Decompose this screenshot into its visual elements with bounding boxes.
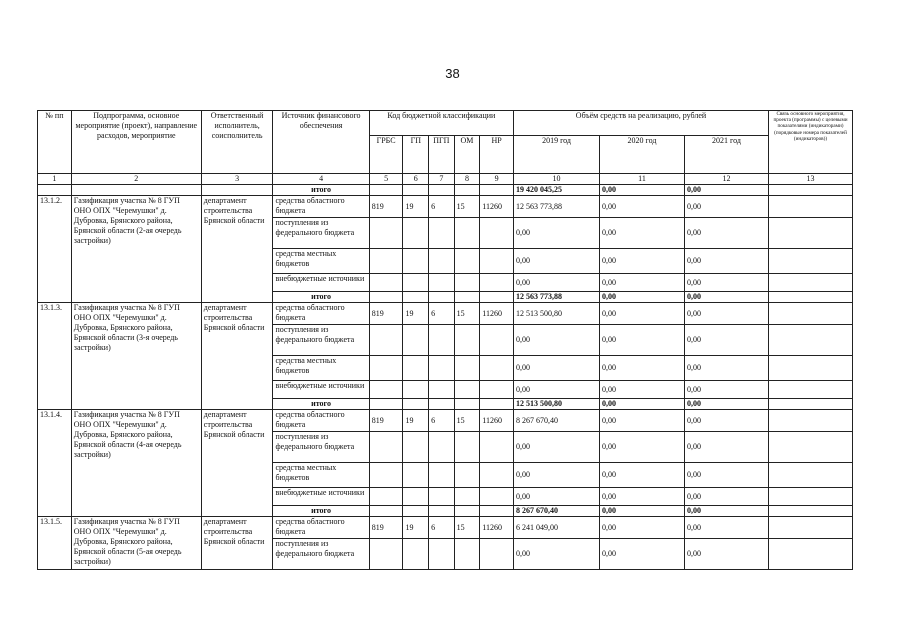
- link-cell: [768, 356, 852, 381]
- code-empty: [403, 249, 429, 274]
- code-empty: [403, 356, 429, 381]
- value-2021: 0,00: [685, 381, 769, 399]
- table-row: [38, 410, 853, 432]
- code-empty: [429, 249, 455, 274]
- value-2021: 0,00: [685, 218, 769, 249]
- funding-source: средства местных бюджетов: [273, 463, 369, 488]
- code-gp: 19: [403, 196, 429, 218]
- value-2019: 0,00: [514, 249, 600, 274]
- funding-source: средства областного бюджета: [273, 196, 369, 218]
- value-2021: 0,00: [685, 517, 769, 539]
- link-cell: [768, 249, 852, 274]
- value-2020: 0,00: [600, 325, 685, 356]
- link-cell: [768, 325, 852, 356]
- code-empty: [429, 432, 455, 463]
- funding-source: средства местных бюджетов: [273, 249, 369, 274]
- code-empty: [429, 488, 455, 506]
- code-empty: [454, 399, 480, 410]
- funding-source: средства областного бюджета: [273, 410, 369, 432]
- value-2020: 0,00: [600, 356, 685, 381]
- value-2020: 0,00: [600, 410, 685, 432]
- header-om: ОМ: [454, 136, 480, 174]
- item-number: 13.1.5.: [38, 517, 72, 570]
- value-2019: 0,00: [514, 488, 600, 506]
- total-2019: 12 563 773,88: [514, 292, 600, 303]
- code-empty: [454, 292, 480, 303]
- item-executor: департамент строительства Брянской области: [201, 196, 273, 303]
- value-2019: 0,00: [514, 274, 600, 292]
- link-cell: [768, 517, 852, 539]
- value-2021: 0,00: [685, 303, 769, 325]
- col-number: 7: [429, 174, 455, 185]
- code-empty: [480, 399, 514, 410]
- code-empty: [369, 292, 403, 303]
- code-pgp: 6: [429, 196, 455, 218]
- code-empty: [369, 218, 403, 249]
- table-row: [38, 196, 853, 218]
- col-number: 5: [369, 174, 403, 185]
- link-cell: [768, 399, 852, 410]
- code-empty: [403, 381, 429, 399]
- total-2020: 0,00: [600, 185, 685, 196]
- code-np: 11260: [480, 517, 514, 539]
- code-empty: [369, 399, 403, 410]
- code-empty: [429, 218, 455, 249]
- code-empty: [480, 292, 514, 303]
- table-row: [38, 303, 853, 325]
- code-om: 15: [454, 517, 480, 539]
- code-empty: [454, 488, 480, 506]
- header-volume: Объём средств на реализацию, рублей: [514, 111, 769, 136]
- funding-source: внебюджетные источники: [273, 381, 369, 399]
- value-2021: 0,00: [685, 410, 769, 432]
- total-label: итого: [273, 506, 369, 517]
- code-empty: [480, 274, 514, 292]
- column-numbers-row: [38, 174, 853, 185]
- code-empty: [429, 356, 455, 381]
- header-grbs: ГРБС: [369, 136, 403, 174]
- code-om: 15: [454, 196, 480, 218]
- header-source: Источник финансового обеспечения: [273, 111, 369, 174]
- total-2021: 0,00: [685, 399, 769, 410]
- code-np: 11260: [480, 196, 514, 218]
- value-2019: 8 267 670,40: [514, 410, 600, 432]
- value-2019: 12 513 500,80: [514, 303, 600, 325]
- value-2020: 0,00: [600, 274, 685, 292]
- code-pgp: 6: [429, 410, 455, 432]
- col-number: 6: [403, 174, 429, 185]
- col-number: 10: [514, 174, 600, 185]
- total-2019: 19 420 045,25: [514, 185, 600, 196]
- code-empty: [480, 356, 514, 381]
- code-empty: [480, 325, 514, 356]
- link-cell: [768, 381, 852, 399]
- value-2021: 0,00: [685, 463, 769, 488]
- item-number: 13.1.4.: [38, 410, 72, 517]
- col-number: 12: [685, 174, 769, 185]
- link-cell: [768, 410, 852, 432]
- code-empty: [429, 325, 455, 356]
- link-cell: [768, 274, 852, 292]
- value-2020: 0,00: [600, 249, 685, 274]
- code-empty: [403, 463, 429, 488]
- value-2020: 0,00: [600, 517, 685, 539]
- code-empty: [403, 274, 429, 292]
- value-2019: 12 563 773,88: [514, 196, 600, 218]
- code-empty: [480, 432, 514, 463]
- value-2021: 0,00: [685, 488, 769, 506]
- code-empty: [369, 274, 403, 292]
- col-number: 13: [768, 174, 852, 185]
- funding-source: поступления из федерального бюджета: [273, 539, 369, 570]
- value-2019: 0,00: [514, 432, 600, 463]
- code-gp: 19: [403, 410, 429, 432]
- link-cell: [768, 303, 852, 325]
- code-grbs: 819: [369, 410, 403, 432]
- code-pgp: 6: [429, 303, 455, 325]
- funding-source: внебюджетные источники: [273, 274, 369, 292]
- code-empty: [454, 506, 480, 517]
- code-grbs: 819: [369, 517, 403, 539]
- total-2021: 0,00: [685, 185, 769, 196]
- funding-source: средства областного бюджета: [273, 517, 369, 539]
- code-gp: 19: [403, 303, 429, 325]
- total-2021: 0,00: [685, 292, 769, 303]
- value-2021: 0,00: [685, 196, 769, 218]
- funding-source: поступления из федерального бюджета: [273, 432, 369, 463]
- code-empty: [454, 274, 480, 292]
- value-2019: 0,00: [514, 218, 600, 249]
- code-empty: [429, 463, 455, 488]
- code-empty: [369, 539, 403, 570]
- value-2019: 0,00: [514, 325, 600, 356]
- value-2020: 0,00: [600, 432, 685, 463]
- value-2019: 0,00: [514, 356, 600, 381]
- col-number: 8: [454, 174, 480, 185]
- value-2021: 0,00: [685, 356, 769, 381]
- header-program: Подпрограмма, основное мероприятие (проект), направление расходов, мероприятие: [71, 111, 201, 174]
- code-empty: [480, 381, 514, 399]
- header-executor: Ответственный исполнитель, соисполнитель: [201, 111, 273, 174]
- link-cell: [768, 506, 852, 517]
- code-empty: [480, 539, 514, 570]
- code-empty: [480, 218, 514, 249]
- col-number: 11: [600, 174, 685, 185]
- value-2020: 0,00: [600, 463, 685, 488]
- code-empty: [429, 399, 455, 410]
- link-cell: [768, 432, 852, 463]
- code-om: 15: [454, 303, 480, 325]
- value-2019: 0,00: [514, 539, 600, 570]
- code-empty: [480, 488, 514, 506]
- item-number: 13.1.3.: [38, 303, 72, 410]
- code-empty: [480, 463, 514, 488]
- col-number: 1: [38, 174, 72, 185]
- value-2020: 0,00: [600, 303, 685, 325]
- code-empty: [454, 218, 480, 249]
- col-number: 2: [71, 174, 201, 185]
- header-pgp: ПГП: [429, 136, 455, 174]
- code-empty: [454, 381, 480, 399]
- total-2019: 8 267 670,40: [514, 506, 600, 517]
- total-2020: 0,00: [600, 292, 685, 303]
- code-empty: [480, 506, 514, 517]
- code-empty: [369, 506, 403, 517]
- header-link: Связь основного мероприятия, проекта (программы) с целевыми показателями (индикаторами) (порядковые номера показателей (индикаторов)): [768, 111, 852, 174]
- code-empty: [454, 539, 480, 570]
- header-np: НР: [480, 136, 514, 174]
- value-2020: 0,00: [600, 218, 685, 249]
- funding-source: средства местных бюджетов: [273, 356, 369, 381]
- link-cell: [768, 463, 852, 488]
- code-empty: [369, 249, 403, 274]
- code-empty: [429, 539, 455, 570]
- value-2021: 0,00: [685, 539, 769, 570]
- code-empty: [403, 432, 429, 463]
- value-2019: 0,00: [514, 463, 600, 488]
- code-empty: [429, 506, 455, 517]
- value-2019: 6 241 049,00: [514, 517, 600, 539]
- header-budget-class: Код бюджетной классификации: [369, 111, 513, 136]
- header-2021: 2021 год: [685, 136, 769, 174]
- total-2019: 12 513 500,80: [514, 399, 600, 410]
- code-grbs: 819: [369, 196, 403, 218]
- value-2020: 0,00: [600, 539, 685, 570]
- code-empty: [429, 274, 455, 292]
- budget-table: [37, 110, 853, 570]
- code-empty: [403, 292, 429, 303]
- code-empty: [403, 488, 429, 506]
- code-empty: [369, 488, 403, 506]
- code-empty: [369, 463, 403, 488]
- link-cell: [768, 218, 852, 249]
- value-2019: 0,00: [514, 381, 600, 399]
- item-name: Газификация участка № 8 ГУП ОНО ОПХ "Черемушки" д. Дубровка, Брянского района, Брянской области (4-ая очередь застройки): [71, 410, 201, 517]
- item-executor: департамент строительства Брянской области: [201, 517, 273, 570]
- code-om: 15: [454, 410, 480, 432]
- code-empty: [369, 381, 403, 399]
- link-cell: [768, 292, 852, 303]
- link-cell: [768, 539, 852, 570]
- header-num: № пп: [38, 111, 72, 174]
- code-empty: [429, 381, 455, 399]
- code-empty: [369, 356, 403, 381]
- code-np: 11260: [480, 303, 514, 325]
- value-2020: 0,00: [600, 381, 685, 399]
- code-empty: [369, 432, 403, 463]
- code-empty: [454, 432, 480, 463]
- funding-source: поступления из федерального бюджета: [273, 218, 369, 249]
- item-executor: департамент строительства Брянской области: [201, 303, 273, 410]
- item-name: Газификация участка № 8 ГУП ОНО ОПХ "Черемушки" д. Дубровка, Брянского района, Брянской области (5-ая очередь застройки): [71, 517, 201, 570]
- total-label: итого: [273, 399, 369, 410]
- code-empty: [403, 218, 429, 249]
- item-name: Газификация участка № 8 ГУП ОНО ОПХ "Черемушки" д. Дубровка, Брянского района, Брянской области (2-ая очередь застройки): [71, 196, 201, 303]
- total-label: итого: [273, 185, 369, 196]
- header-gp: ГП: [403, 136, 429, 174]
- col-number: 9: [480, 174, 514, 185]
- code-empty: [369, 325, 403, 356]
- item-number: 13.1.2.: [38, 196, 72, 303]
- table-row: [38, 517, 853, 539]
- col-number: 4: [273, 174, 369, 185]
- link-cell: [768, 196, 852, 218]
- code-empty: [454, 463, 480, 488]
- value-2020: 0,00: [600, 196, 685, 218]
- code-grbs: 819: [369, 303, 403, 325]
- item-executor: департамент строительства Брянской области: [201, 410, 273, 517]
- code-empty: [454, 249, 480, 274]
- top-total-row: [38, 185, 853, 196]
- item-name: Газификация участка № 8 ГУП ОНО ОПХ "Черемушки" д. Дубровка, Брянского района, Брянской области (3-я очередь застройки): [71, 303, 201, 410]
- header-2019: 2019 год: [514, 136, 600, 174]
- code-gp: 19: [403, 517, 429, 539]
- code-empty: [480, 249, 514, 274]
- value-2021: 0,00: [685, 325, 769, 356]
- funding-source: средства областного бюджета: [273, 303, 369, 325]
- value-2020: 0,00: [600, 488, 685, 506]
- code-np: 11260: [480, 410, 514, 432]
- value-2021: 0,00: [685, 432, 769, 463]
- funding-source: поступления из федерального бюджета: [273, 325, 369, 356]
- total-2020: 0,00: [600, 399, 685, 410]
- header-2020: 2020 год: [600, 136, 685, 174]
- total-2020: 0,00: [600, 506, 685, 517]
- code-empty: [429, 292, 455, 303]
- code-empty: [403, 539, 429, 570]
- total-2021: 0,00: [685, 506, 769, 517]
- link-cell: [768, 488, 852, 506]
- code-empty: [454, 356, 480, 381]
- code-empty: [454, 325, 480, 356]
- code-empty: [403, 325, 429, 356]
- value-2021: 0,00: [685, 249, 769, 274]
- funding-source: внебюджетные источники: [273, 488, 369, 506]
- col-number: 3: [201, 174, 273, 185]
- total-label: итого: [273, 292, 369, 303]
- value-2021: 0,00: [685, 274, 769, 292]
- code-pgp: 6: [429, 517, 455, 539]
- code-empty: [403, 506, 429, 517]
- page-number: 38: [445, 66, 460, 81]
- code-empty: [403, 399, 429, 410]
